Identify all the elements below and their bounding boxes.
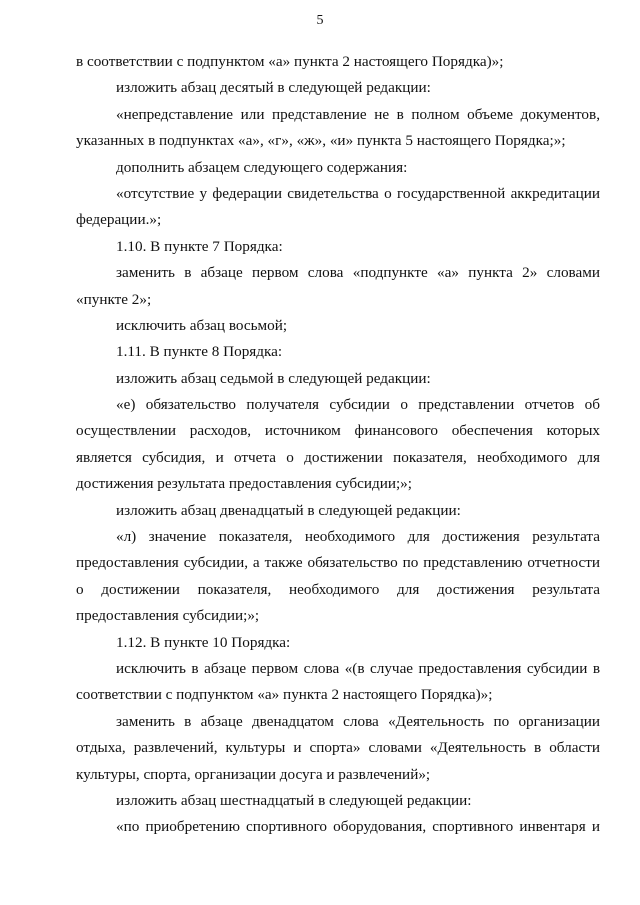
text-line: «отсутствие у федерации свидетельства о государственной аккредитации [116, 184, 600, 202]
text-line: «е) обязательство получателя субсидии о представлении отчетов об [116, 396, 600, 414]
text-line: исключить абзац восьмой; [116, 316, 288, 334]
text-line: «непредставление или представление не в полном объеме документов, [116, 105, 600, 123]
text-line: «пункте 2»; [76, 290, 152, 308]
text-line: соответствии с подпунктом «а» пункта 2 настоящего Порядка)»; [76, 686, 493, 704]
text-line: заменить в абзаце двенадцатом слова «Деятельность по организации [116, 712, 600, 730]
text-line: является субсидия, и отчета о достижении показателя, необходимого для [76, 448, 600, 466]
text-line: в соответствии с подпунктом «а» пункта 2 настоящего Порядка)»; [76, 53, 504, 70]
text-line: изложить абзац седьмой в следующей редакции: [116, 369, 431, 387]
text-line: отдыха, развлечений, культуры и спорта» словами «Деятельность в области [76, 739, 600, 757]
text-line: изложить абзац десятый в следующей редакции: [116, 79, 431, 97]
text-line: 1.10. В пункте 7 Порядка: [116, 237, 283, 255]
text-line: «л) значение показателя, необходимого для достижения результата [116, 528, 600, 546]
text-line: заменить в абзаце первом слова «подпункте «а» пункта 2» словами [116, 264, 600, 282]
text-line: 1.12. В пункте 10 Порядка: [116, 633, 291, 651]
text-line: о достижении показателя, необходимого для достижения результата [76, 580, 600, 598]
text-line: предоставления субсидии;»; [76, 607, 260, 625]
page-number: 5 [316, 13, 324, 28]
text-line: изложить абзац шестнадцатый в следующей редакции: [116, 791, 472, 809]
text-line: предоставления субсидии, а также обязательство по представлению отчетности [76, 554, 600, 572]
text-line: изложить абзац двенадцатый в следующей редакции: [116, 501, 461, 519]
text-line: федерации.»; [76, 211, 162, 229]
text-line: исключить в абзаце первом слова «(в случае предоставления субсидии в [116, 659, 600, 677]
document-body [76, 49, 600, 841]
text-line: указанных в подпунктах «а», «г», «ж», «и» пункта 5 настоящего Порядка;»; [76, 132, 566, 150]
text-line: дополнить абзацем следующего содержания: [116, 158, 408, 176]
text-line: культуры, спорта, организации досуга и развлечений»; [76, 765, 431, 783]
text-line: «по приобретению спортивного оборудования, спортивного инвентаря и [116, 818, 600, 836]
text-line: осуществлении расходов, источником финансового обеспечения которых [76, 422, 600, 440]
text-line: достижения результата предоставления субсидии;»; [76, 475, 412, 493]
text-line: 1.11. В пункте 8 Порядка: [116, 343, 283, 361]
